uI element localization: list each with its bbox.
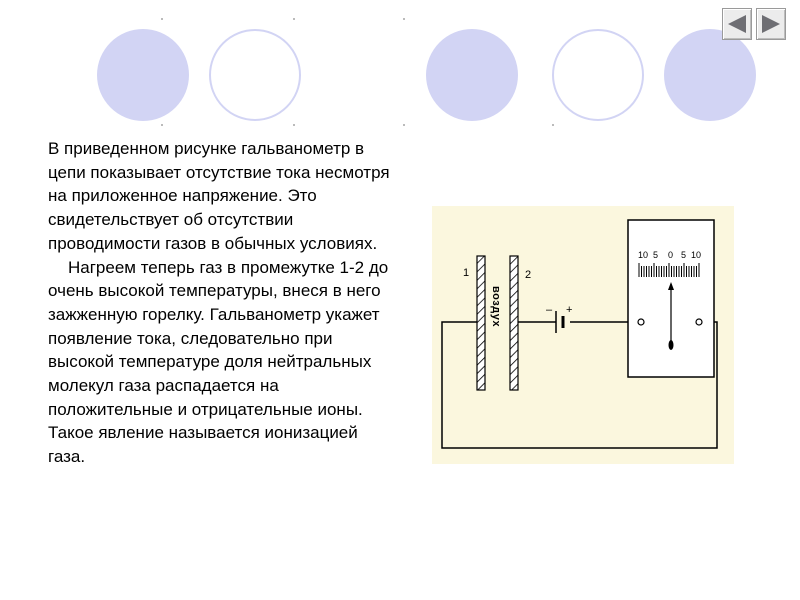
decor-circle-2 bbox=[209, 29, 301, 121]
scale-label: 0 bbox=[668, 250, 674, 260]
scale-label: 10 bbox=[638, 250, 649, 260]
decor-tick bbox=[403, 18, 405, 20]
scale-label: 5 bbox=[653, 250, 659, 260]
decor-tick bbox=[403, 124, 405, 126]
decor-tick bbox=[161, 18, 163, 20]
triangle-left-icon bbox=[726, 14, 748, 34]
battery-plus-label: + bbox=[566, 304, 573, 316]
previous-slide-button[interactable] bbox=[722, 8, 752, 40]
electrode-plate-2 bbox=[510, 256, 518, 390]
decor-circle-1 bbox=[97, 29, 189, 121]
slide-text bbox=[48, 137, 393, 469]
next-slide-button[interactable] bbox=[756, 8, 786, 40]
decor-tick bbox=[161, 124, 163, 126]
paragraph-1: В приведенном рисунке гальванометр в цепи показывает отсутствие тока несмотря на приложенное напряжение. Это свидетельствует об отсутствии проводимости газов в обычных условиях. bbox=[48, 139, 390, 253]
plate-1-label: 1 bbox=[463, 267, 470, 279]
decor-tick bbox=[293, 18, 295, 20]
battery-minus-label: – bbox=[546, 304, 553, 316]
plate-2-label: 2 bbox=[525, 269, 532, 281]
triangle-right-icon bbox=[760, 14, 782, 34]
paragraph-2: Нагреем теперь газ в промежутке 1-2 до очень высокой температуры, внеся в него зажженную горелку. Гальванометр укажет появление тока, следовательно при высокой температуре доля нейтральных молекул газа распадается на положительные и отрицательные ионы. Такое явление называется ионизацией газа. bbox=[48, 257, 389, 467]
electrode-plate-1 bbox=[477, 256, 485, 390]
terminal-left bbox=[638, 319, 644, 325]
circuit-diagram bbox=[432, 206, 734, 464]
decor-circle-3 bbox=[426, 29, 518, 121]
slide-navigation bbox=[722, 8, 788, 42]
scale-label: 10 bbox=[691, 250, 702, 260]
air-gap-label: воздух bbox=[490, 286, 502, 328]
terminal-right bbox=[696, 319, 702, 325]
decor-circle-5 bbox=[664, 29, 756, 121]
decor-tick bbox=[552, 124, 554, 126]
decor-circle-4 bbox=[552, 29, 644, 121]
decor-tick bbox=[293, 124, 295, 126]
scale-label: 5 bbox=[681, 250, 687, 260]
